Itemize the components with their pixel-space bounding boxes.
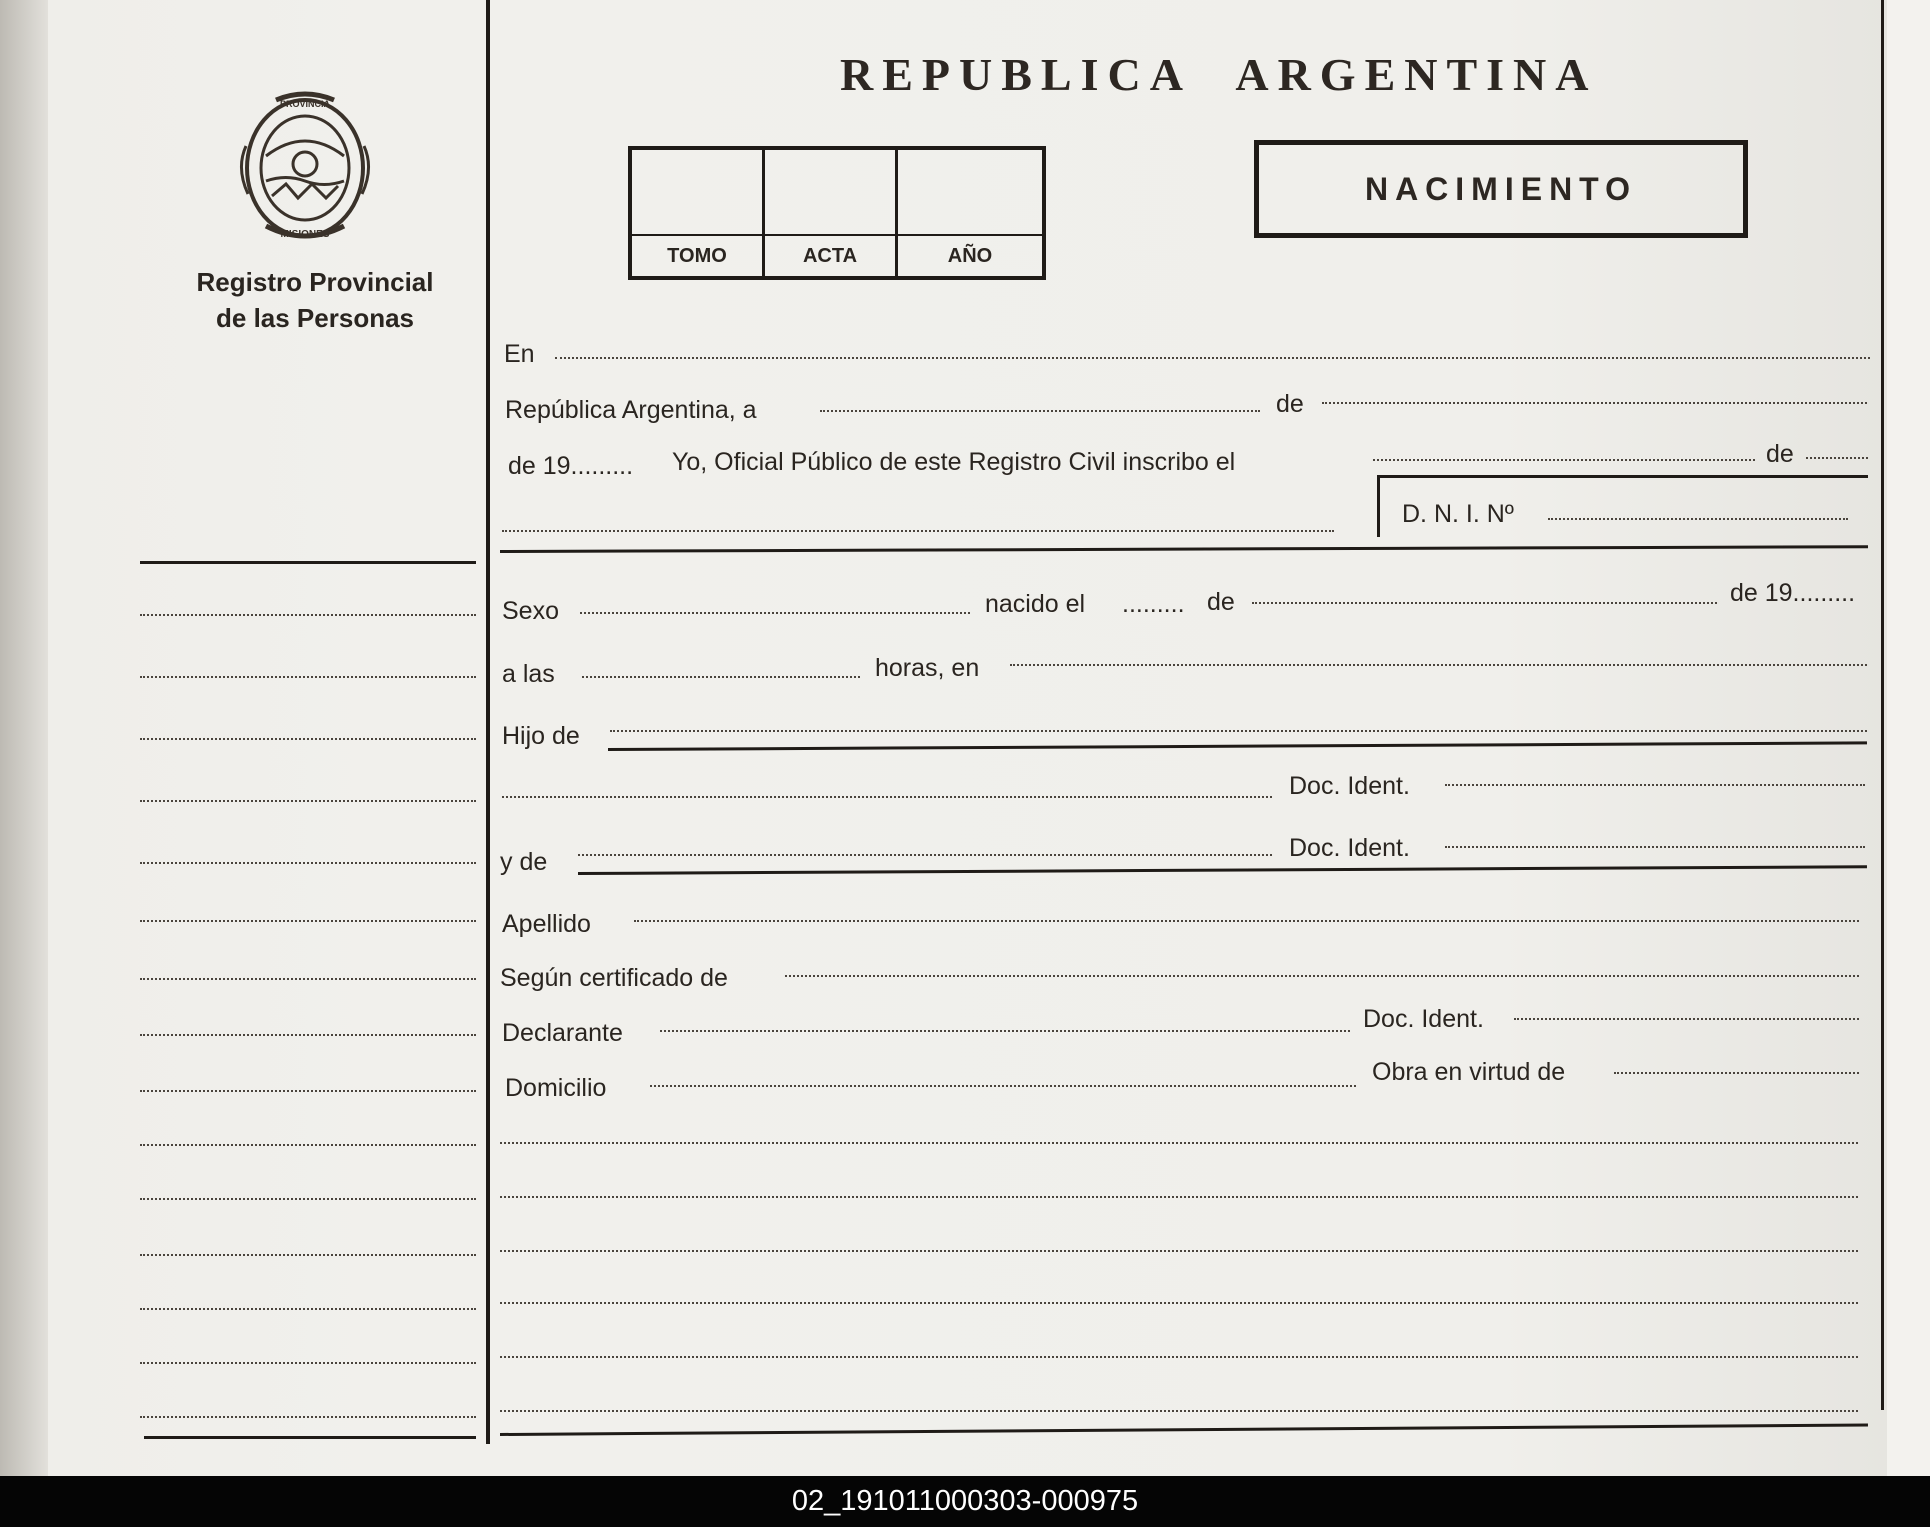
act-type-box: NACIMIENTO: [1254, 140, 1748, 238]
birth-month-field[interactable]: [1252, 602, 1717, 604]
notes-line[interactable]: [500, 1302, 1858, 1304]
notes-line[interactable]: [500, 1142, 1858, 1144]
doc-ident-2-label: Doc. Ident.: [1289, 834, 1410, 862]
issuer-name: [150, 264, 480, 336]
margin-line[interactable]: [140, 676, 476, 678]
margin-line[interactable]: [140, 738, 476, 740]
tomo-cell[interactable]: [632, 150, 765, 276]
declarante-field[interactable]: [660, 1030, 1350, 1032]
apellido-field[interactable]: [634, 920, 1859, 922]
page-gutter-shadow: [0, 0, 48, 1476]
ano-cell[interactable]: [898, 150, 1042, 276]
margin-line[interactable]: [140, 978, 476, 980]
vertical-divider: [486, 0, 490, 1444]
issuer-line-2: de las Personas: [216, 303, 414, 333]
doc-ident-3-field[interactable]: [1514, 1018, 1859, 1020]
margin-line[interactable]: [140, 614, 476, 616]
declarante-label: Declarante: [502, 1019, 623, 1047]
doc-ident-3-label: Doc. Ident.: [1363, 1005, 1484, 1033]
doc-ident-2-field[interactable]: [1445, 846, 1865, 848]
margin-line[interactable]: [140, 1416, 476, 1418]
a-las-label: a las: [502, 660, 555, 688]
en-label: En: [504, 340, 535, 368]
ano-label: AÑO: [898, 234, 1042, 276]
margin-line[interactable]: [140, 920, 476, 922]
margin-line[interactable]: [140, 1308, 476, 1310]
seal-text-top: PROVINCIA: [279, 99, 331, 109]
margin-line[interactable]: [140, 1198, 476, 1200]
de19-label: de 19.........: [508, 452, 634, 480]
bottom-rule-left: [144, 1436, 476, 1439]
notes-line[interactable]: [500, 1410, 1858, 1412]
issuer-line-1: Registro Provincial: [196, 267, 434, 297]
obra-virtud-label: Obra en virtud de: [1372, 1058, 1566, 1086]
doc-ident-1-field[interactable]: [1445, 784, 1865, 786]
notes-line[interactable]: [500, 1356, 1858, 1358]
margin-line[interactable]: [140, 1362, 476, 1364]
acta-label: ACTA: [765, 234, 895, 276]
de19b-label: de 19.........: [1730, 579, 1856, 607]
inscribe-de-field[interactable]: [1806, 457, 1868, 459]
de-label-2: de: [1766, 440, 1794, 468]
segun-certificado-label: Según certificado de: [500, 964, 728, 992]
place-field[interactable]: [1010, 664, 1867, 666]
doc-ident-1-label: Doc. Ident.: [1289, 772, 1410, 800]
acta-cell[interactable]: [765, 150, 898, 276]
margin-line[interactable]: [140, 862, 476, 864]
page-title: REPUBLICA ARGENTINA: [840, 49, 1598, 100]
bottom-rule-right: [500, 1423, 1868, 1436]
nacido-el-dots[interactable]: .........: [1122, 590, 1185, 618]
image-id-bar: 02_191011000303-000975: [0, 1476, 1930, 1527]
father-underline: [608, 741, 1867, 751]
month-field[interactable]: [1322, 402, 1867, 404]
notes-line[interactable]: [500, 1196, 1858, 1198]
margin-line[interactable]: [140, 1254, 476, 1256]
margin-line[interactable]: [140, 1144, 476, 1146]
register-box: [628, 146, 1046, 280]
margin-line[interactable]: [140, 1090, 476, 1092]
domicilio-field[interactable]: [650, 1085, 1356, 1087]
section-separator-left: [140, 561, 476, 564]
tomo-label: TOMO: [632, 234, 762, 276]
section-separator-right: [500, 545, 1868, 553]
hour-field[interactable]: [582, 676, 860, 678]
father-field[interactable]: [610, 730, 1867, 732]
mother-underline: [578, 865, 1867, 875]
apellido-label: Apellido: [502, 910, 591, 938]
page-right-margin: [1887, 0, 1930, 1476]
subject-name-field[interactable]: [502, 530, 1334, 532]
father-name-cont-field[interactable]: [502, 796, 1272, 798]
sexo-label: Sexo: [502, 597, 559, 625]
dni-field[interactable]: [1548, 518, 1848, 520]
notes-line[interactable]: [500, 1250, 1858, 1252]
margin-line[interactable]: [140, 800, 476, 802]
de-label-3: de: [1207, 588, 1235, 616]
domicilio-label: Domicilio: [505, 1074, 607, 1102]
sexo-field[interactable]: [580, 612, 970, 614]
hijo-de-label: Hijo de: [502, 722, 580, 750]
dni-label: D. N. I. Nº: [1402, 500, 1514, 528]
day-field[interactable]: [820, 410, 1260, 412]
mother-field[interactable]: [578, 854, 1272, 856]
margin-line[interactable]: [140, 1034, 476, 1036]
horas-en-label: horas, en: [875, 654, 980, 682]
seal-text-bottom: MISIONES: [280, 229, 330, 240]
nacido-el-label: nacido el: [985, 590, 1086, 618]
de-label-1: de: [1276, 390, 1304, 418]
obra-virtud-field[interactable]: [1614, 1072, 1859, 1074]
certificado-field[interactable]: [785, 975, 1859, 977]
en-field[interactable]: [555, 357, 1870, 359]
right-border: [1881, 0, 1884, 1410]
yo-oficial-label: Yo, Oficial Público de este Registro Civil inscribo el: [672, 448, 1236, 476]
inscribe-field[interactable]: [1373, 459, 1755, 461]
provincial-seal-icon: [236, 86, 374, 244]
y-de-label: y de: [500, 848, 548, 876]
republica-a-label: República Argentina, a: [505, 396, 757, 424]
